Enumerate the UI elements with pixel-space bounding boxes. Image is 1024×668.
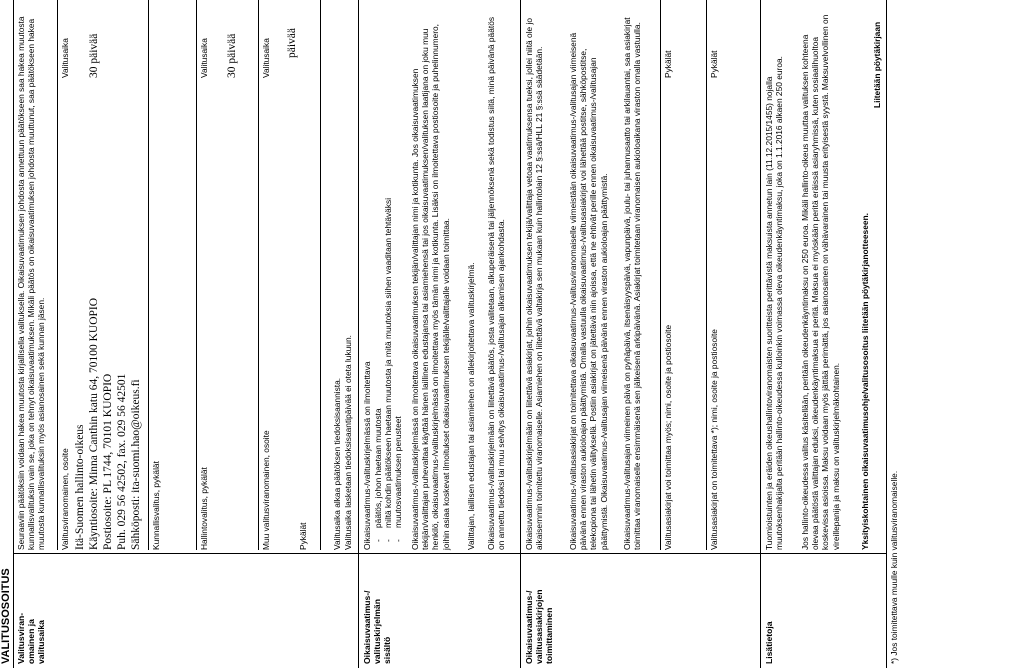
authority-name: Itä-Suomen hallinto-oikeus <box>74 424 86 550</box>
kunnallisvalitus-pykalat: Kunnallisvalitus, pykälät <box>151 461 161 550</box>
muu-pykalat: Pykälät <box>298 522 308 550</box>
muu-valitusviranomainen: Muu valitusviranomainen, osoite <box>261 430 271 550</box>
section-divider-4 <box>886 0 887 668</box>
label-column-rule <box>13 553 886 554</box>
valitusaika-alkaa: Valitusaika alkaa päätöksen tiedoksisaannista. <box>332 377 342 550</box>
toimittaminen-p3: Oikaisuvaatimus-/valitusajan viimeinen päivä on pyhäpäivä, itsenäisyyspäivä, vapunpäivä, joulu- tai juhannusaatto tai arkilauantai, saa asiakirjat toimittaa viranomaiselle ensimmäisenä sen jälkeisenä arkipäivänä. Asiakirjat toimitetaan viranomaisen aukioloaikana viraston omalla vastuulla. <box>622 17 643 550</box>
authority-email: Sähköposti: ita-suomi.hao@oikeus.fi <box>130 379 142 550</box>
authority-postal-address: Postiosoite: PL 1744, 70101 KUOPIO <box>102 373 114 550</box>
delivery-rule-b <box>706 0 707 550</box>
delivery-label-2: Valitusasiakirjat on toimitettava *); nimi, osoite ja postiosoite <box>709 329 719 550</box>
list-item: - päätös, johon haetaan muutosta <box>373 408 383 542</box>
sisalto-intro: Oikaisuvaatimus-/valituskirjelmässä on ilmoitettava <box>362 361 372 550</box>
section-1-rule-c <box>196 0 197 550</box>
list-item: - miltä kohdin päätökseen haetaan muutosta ja mitä muutoksia siihen vaaditaan tehtäväksi <box>383 197 394 542</box>
valitusaika-value-1: 30 päivää <box>88 33 100 78</box>
sisalto-p1: Oikaisuvaatimus-/valituskirjelmässä on ilmoitettava oikaisuvaatimuksen tekijän/valittajan nimi ja kotikunta. Jos oikaisuvaatimuksen tekijän/valittajan puhevaltaa käyttää hänen laillinen edustajansa tai asiamiehensä tai jos oikaisuvaatimuksen/valituksen laatijana on joku muu henkilö, oikaisuvaatimus-/valituskirjelmässä on ilmoitettava myös tämän nimi ja kotikunta. Lisäksi on ilmoitettava postiosoite ja puhelinnumero, joihin asiaa koskevat ilmoitukset oikaisuvaatimuksen tekijälle/valittajalle voidaan toimittaa. <box>410 23 451 550</box>
sisalto-p2: Valittajan, laillisen edustajan tai asiamiehen on allekirjoitettava valituskirjelmä. <box>466 262 476 550</box>
header-rule <box>13 0 14 668</box>
valitusaika-label-1: Valitusaika <box>60 38 70 78</box>
toimittaminen-p2: Oikaisuvaatimus-/valitusasiakirjat on toimitettava oikaisuvaatimus-/valitusviranomaiselle viimeistään oikaisuvaatimus-/valitusajan viimeisenä päivänä ennen viraston aukioloajan päättymistä. Omalla vastuulla oikaisuvaatimus-/valitusasiakirjat voi lähettää postitse, sähköpostitse, telekopiona tai lähetin välityksellä. Postiin asiakirjat on jätettävä niin ajoissa, että ne ehtivät perille ennen oikaisuvaatimus-/valitusajan päättymistä. Oikaisuvaatimus-/valitusajan viimeisenä päivänä ennen viraston aukioloajan päättymistä. <box>568 32 609 550</box>
section-1-rule-d <box>258 0 259 550</box>
valitusaika-lasketaan: Valitusaika lasketaan tiedoksisaantipäivää ei oteta lukuun. <box>343 335 353 550</box>
list-item: - muutosvaatimuksen perusteet <box>393 416 404 542</box>
authority-visit-address: Käyntiosoite: Minna Canthin katu 64, 70100 KUOPIO <box>88 297 100 550</box>
section-divider-2 <box>520 0 521 668</box>
section-label-lisatietoja: Lisätietoja <box>764 621 774 664</box>
page-header: VALITUSOSOITUS <box>0 568 12 664</box>
delivery-label: Valitusasiakirjat voi toimittaa myös; nimi, osoite ja postiosoite <box>663 324 673 550</box>
lisatietoja-bold-1: Yksityiskohtainen oikaisuvaatimusohje/valitusosoitus liitetään pöytäkirjanotteeseen. <box>860 213 870 550</box>
section-divider-1 <box>358 0 359 668</box>
delivery-pykalat-2: Pykälät <box>709 50 719 78</box>
section-1-rule-b <box>148 0 149 550</box>
lisatietoja-p2: Jos hallinto-oikeudessa valitus käsitellään, peritään oikeudenkäyntimaksu on 250 euroa. Mikäli hallinto-oikeus muuttaa valituksen kohteena olevaa päätöstä valittajan eduksi, oikeudenkäyntimaksua ei peritä. Maksua ei myöskään peritä eräissä asiaryhmissä, kuten sosiaalihuoltoa koskevissa asioissa. Maksu voidaan myös jättää perimättä, jos asianosainen on vähävarainen tai muusta erityisestä syystä. Maksuvelvollinen on vireillepanija ja maksu on valituskirjelmäkohtainen. <box>800 14 841 550</box>
section-label-valitusviranomainen: Valitusviran- omainen ja valitusaika <box>16 612 46 664</box>
hallintovalitus-pykalat: Hallintovalitus, pykälät <box>199 467 209 550</box>
authority-heading: Valitusviranomainen, osoite <box>60 448 70 550</box>
sisalto-p3: Oikaisuvaatimus-/valituskirjelmään on liitettävä päätös, josta valitetaan, alkuperäisenä tai jäljennöksenä sekä todistus siitä, minä päivänä päätös on annettu tiedoksi tai muu selvitys oikaisuvaatimus-/valitusajan alkamisen ajankohdasta. <box>486 16 507 550</box>
section-1-intro: Seuraaviin päätöksiin voidaan hakea muutosta kirjallisella valituksella. Oikaisuvaatimuksen johdosta annettuun päätökseen saa hakea muutosta kunnallisvalituksin vain se, joka on tehnyt oikaisuvaatimuksen. Mikäli päätös on oikaisuvaatimuksen johdosta muuttunut, saa päätökseen hakea muutosta kunnallisvalituksin myös asianosainen sekä kunnan jäsen. <box>16 16 47 550</box>
valitusaika-value-2: 30 päivää <box>226 33 238 78</box>
valitusaika-value-3: päivää <box>286 27 298 58</box>
section-label-sisalto: Oikaisuvaatimus-/ valituskirjelmän sisältö <box>362 590 392 664</box>
section-1-rule-a <box>57 0 58 550</box>
valitusaika-label-3: Valitusaika <box>261 38 271 78</box>
footnote: *) Jos toimitettava muulle kuin valitusviranomaiselle. <box>889 470 899 664</box>
sisalto-list <box>373 10 404 550</box>
section-label-toimittaminen: Oikaisuvaatimus-/ valitusasiakirjojen toimittaminen <box>524 589 554 664</box>
valitusaika-label-2: Valitusaika <box>199 38 209 78</box>
section-1-rule-e <box>320 0 321 550</box>
delivery-pykalat: Pykälät <box>663 50 673 78</box>
delivery-rule-a <box>660 0 661 550</box>
authority-phone: Puh. 029 56 42502, fax. 029 56 42501 <box>116 373 128 550</box>
toimittaminen-p1: Oikaisuvaatimus-/valituskirjelmään on liitettävä asiakirjat, joihin oikaisuvaatimuksen tekijä/valittaja vetoaa vaatimuksensa tueksi, jollei niitä ole jo aikaisemmin toimitettu viranomaiselle. Asiamiehen on liitettävä valtakirja sen mukaan kuin hallintolain 12 §:ssä/HLL 21 §:ssä säädetään. <box>524 17 545 550</box>
lisatietoja-bold-2: Liitetään pöytäkirjaan <box>872 21 882 108</box>
lisatietoja-p1: Tuomioistuinten ja eräiden oikeushallintoviranomaisten suoritteista perittävistä maksuista annetun lain (11.12.2015/1455) nojalla muutoksenhakijalta peritään hallinto-oikeudessa kulloinkin voimassa oleva oikeudenkäyntimaksu, joka on 1.1.2016 alkaen 250 euroa. <box>764 56 785 550</box>
section-divider-3 <box>760 0 761 668</box>
